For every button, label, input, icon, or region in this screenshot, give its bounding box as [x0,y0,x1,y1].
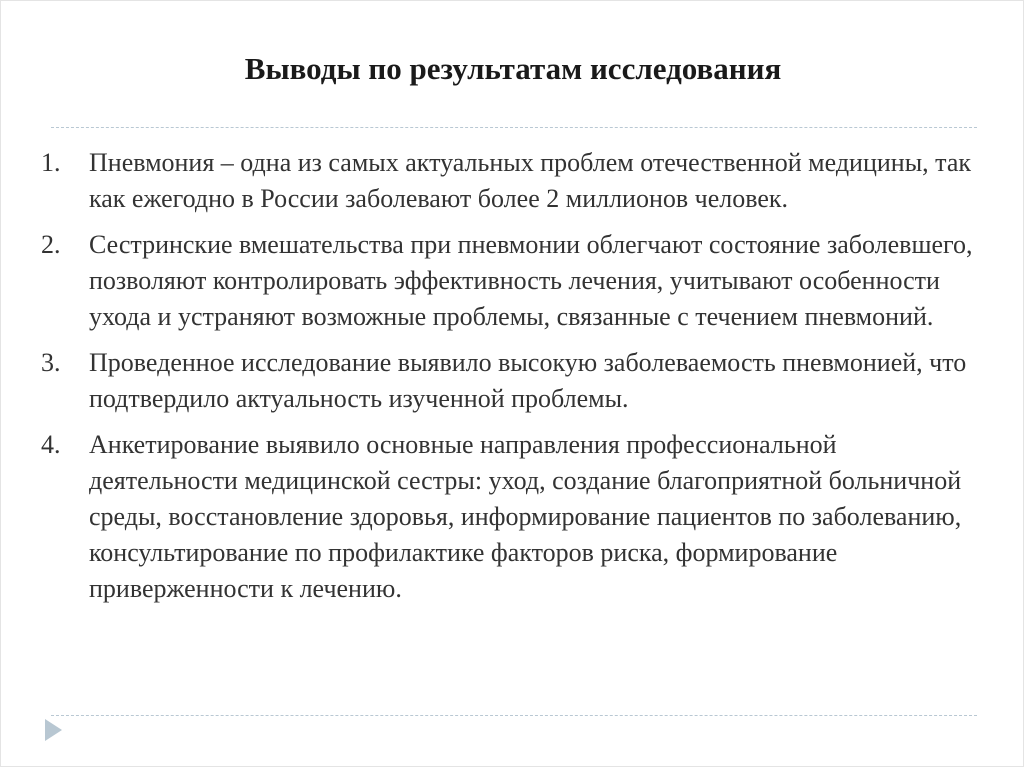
list-item-text: Анкетирование выявило основные направления профессиональной деятельности медицинской сестры: уход, создание благоприятной больничной среды, восстановление здоровья, информирование пациентов по заболеванию, консультирование по профилактике факторов риска, формирование приверженности к лечению. [89,430,962,603]
list-item-text: Сестринские вмешательства при пневмонии облегчают состояние заболевшего, позволяют контролировать эффективность лечения, учитывают особенности ухода и устраняют возможные проблемы, связанные с течением пневмоний. [89,230,973,331]
slide-title: Выводы по результатам исследования [244,51,782,86]
list-item-number: 3. [41,348,61,377]
bottom-divider [51,715,977,716]
list-item [41,427,976,607]
list-item-number: 4. [41,430,61,459]
list-item-text: Пневмония – одна из самых актуальных проблем отечественной медицины, так как ежегодно в России заболевают более 2 миллионов человек. [89,148,972,213]
triangle-right-icon[interactable] [45,719,62,741]
top-divider [51,127,977,128]
list-item-text: Проведенное исследование выявило высокую заболеваемость пневмонией, что подтвердило актуальность изученной проблемы. [89,348,967,413]
list-item [41,227,976,335]
list-item [41,145,976,217]
list-item-number: 2. [41,230,61,259]
conclusions-list [41,145,976,617]
list-item-number: 1. [41,148,61,177]
list-item [41,345,976,417]
